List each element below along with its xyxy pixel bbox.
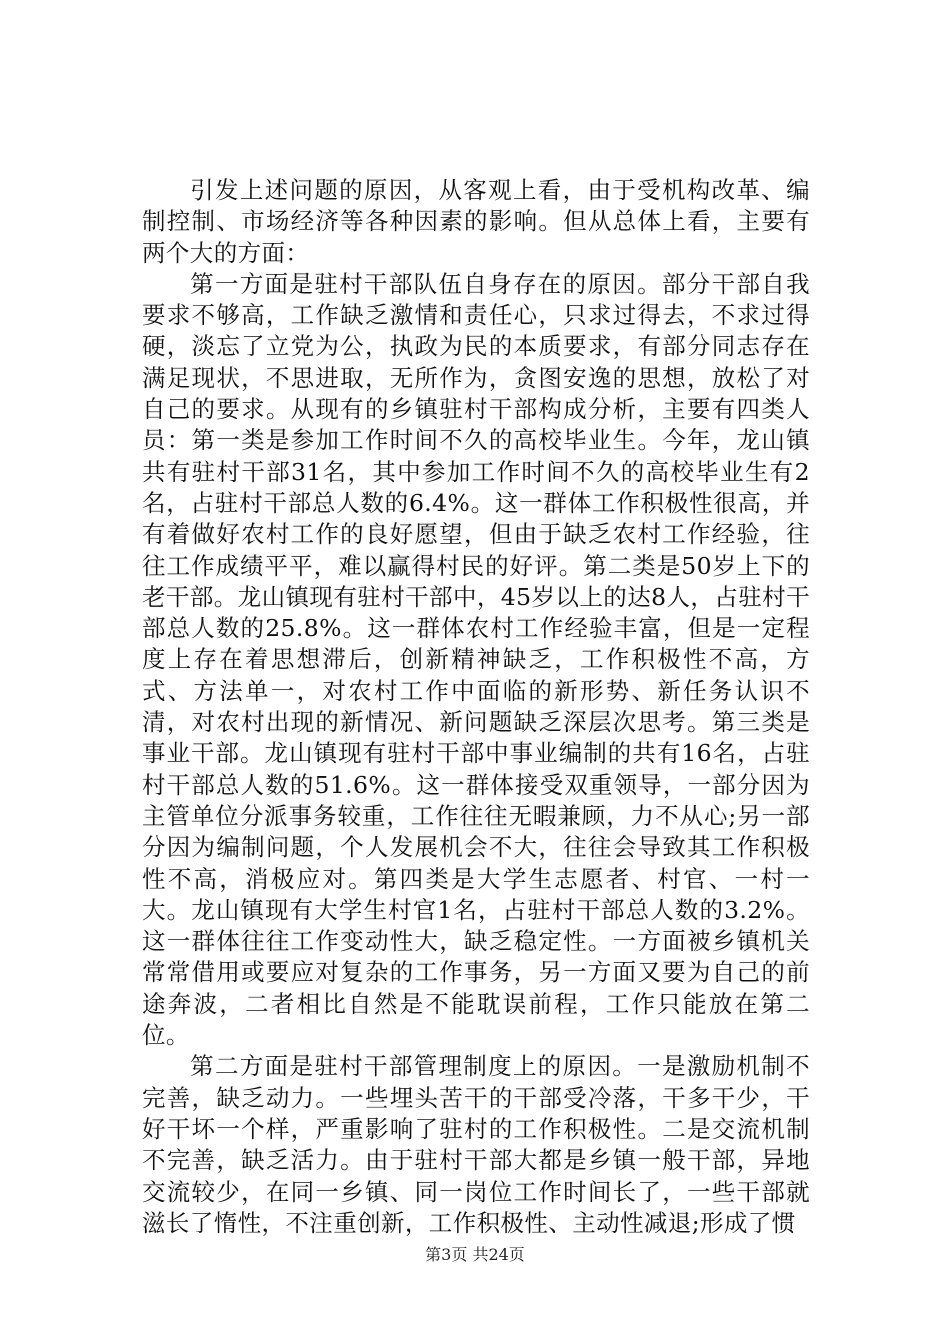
- document-body: [142, 175, 810, 1239]
- paragraph-second-aspect: 第二方面是驻村干部管理制度上的原因。一是激励机制不完善，缺乏动力。一些埋头苦干的干部受冷落，干多干少，干好干坏一个样，严重影响了驻村的工作积极性。二是交流机制不完善，缺乏活力。由于驻村干部大都是乡镇一般干部，异地交流较少，在同一乡镇、同一岗位工作时间长了，一些干部就滋长了惰性，不注重创新，工作积极性、主动性减退;形成了惯: [142, 1052, 810, 1237]
- paragraph-first-aspect: 第一方面是驻村干部队伍自身存在的原因。部分干部自我要求不够高，工作缺乏激情和责任心，只求过得去，不求过得硬，淡忘了立党为公，执政为民的本质要求，有部分同志存在满足现状，不思进取，无所作为，贪图安逸的思想，放松了对自己的要求。从现有的乡镇驻村干部构成分析，主要有四类人员：第一类是参加工作时间不久的高校毕业生。今年，龙山镇共有驻村干部31名，其中参加工作时间不久的高校毕业生有2名，占驻村干部总人数的6.4%。这一群体工作积极性很高，并有着做好农村工作的良好愿望，但由于缺乏农村工作经验，往往工作成绩平平，难以赢得村民的好评。第二类是50岁上下的老干部。龙山镇现有驻村干部中，45岁以上的达8人，占驻村干部总人数的25.8%。这一群体农村工作经验丰富，但是一定程度上存在着思想滞后，创新精神缺乏，工作积极性不高，方式、方法单一，对农村工作中面临的新形势、新任务认识不清，对农村出现的新情况、新问题缺乏深层次思考。第三类是事业干部。龙山镇现有驻村干部中事业编制的共有16名，占驻村干部总人数的51.6%。这一群体接受双重领导，一部分因为主管单位分派事务较重，工作往往无暇兼顾，力不从心;另一部分因为编制问题，个人发展机会不大，往往会导致其工作积极性不高，消极应对。第四类是大学生志愿者、村官、一村一大。龙山镇现有大学生村官1名，占驻村干部总人数的3.2%。这一群体往往工作变动性大，缺乏稳定性。一方面被乡镇机关常常借用或要应对复杂的工作事务，另一方面又要为自己的前途奔波，二者相比自然是不能耽误前程，工作只能放在第二位。: [142, 269, 810, 1050]
- paragraph-causes-intro: 引发上述问题的原因，从客观上看，由于受机构改革、编制控制、市场经济等各种因素的影响。但从总体上看，主要有两个大的方面：: [142, 176, 810, 267]
- page-number-footer: 第3页 共24页: [425, 1245, 525, 1264]
